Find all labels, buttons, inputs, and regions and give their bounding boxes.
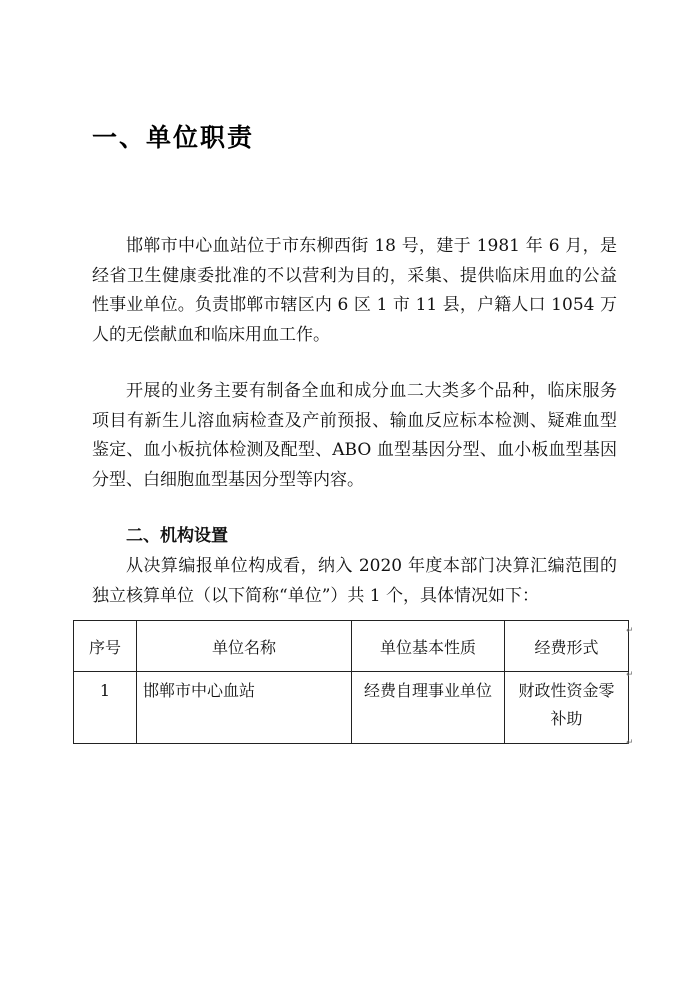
cell-funding: 财政性资金零补助 [505, 672, 629, 744]
paragraph-organization [92, 552, 617, 611]
paragraph-text: 开展的业务主要有制备全血和成分血二大类多个品种，临床服务项目有新生儿溶血病检查及产前预报、输血反应标本检测、疑难血型鉴定、血小板抗体检测及配型、ABO 血型基因分型、血小板血型基因分型、白细胞血型基因分型等内容。 [92, 381, 617, 490]
section-heading-duties: 一、单位职责 [92, 123, 255, 152]
cell-unit-nature: 经费自理事业单位 [352, 672, 505, 744]
table-header-row [74, 621, 629, 672]
paragraph-mark-icon: ↵ [626, 738, 634, 748]
units-table [73, 620, 629, 744]
cell-unit-name: 邯郸市中心血站 [137, 672, 352, 744]
paragraph-mark-icon: ↵ [626, 626, 634, 636]
table-row [74, 672, 629, 744]
header-unit-name: 单位名称 [137, 621, 352, 672]
paragraph-text: 邯郸市中心血站位于市东柳西街 18 号，建于 1981 年 6 月，是经省卫生健康委批准的不以营利为目的，采集、提供临床用血的公益性事业单位。负责邯郸市辖区内 6 区 1 市 11 县，户籍人口 1054 万人的无偿献血和临床用血工作。 [92, 236, 617, 345]
paragraph-duties-2 [92, 377, 617, 495]
paragraph-text: 从决算编报单位构成看，纳入 2020 年度本部门决算汇编范围的独立核算单位（以下简称“单位”）共 1 个，具体情况如下： [92, 556, 617, 606]
paragraph-mark-icon: ↵ [626, 670, 634, 680]
paragraph-duties-1 [92, 232, 617, 350]
cell-no: 1 [74, 672, 137, 744]
header-no: 序号 [74, 621, 137, 672]
header-funding: 经费形式 [505, 621, 629, 672]
header-unit-nature: 单位基本性质 [352, 621, 505, 672]
section-heading-organization: 二、机构设置 [126, 526, 228, 546]
